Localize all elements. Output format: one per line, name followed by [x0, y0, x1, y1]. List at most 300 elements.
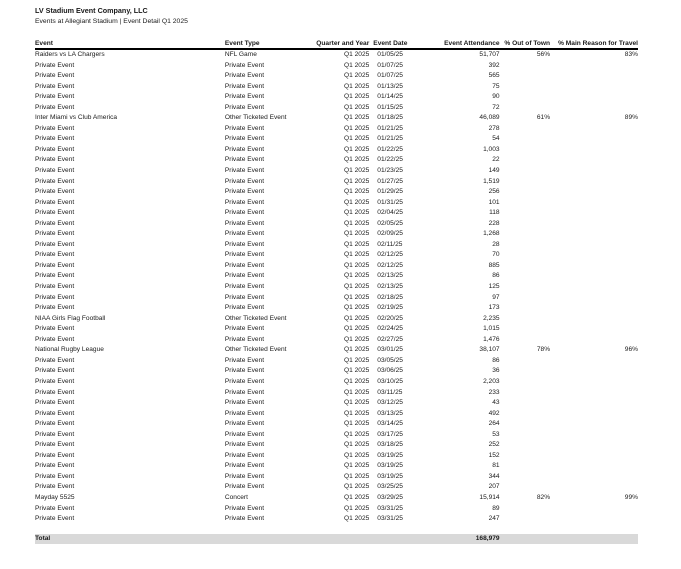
cell-event-date: 01/21/25	[377, 135, 403, 143]
cell-attendance: 278	[488, 124, 500, 132]
cell-event-date: 01/14/25	[377, 93, 403, 101]
cell-out-of-town	[500, 187, 551, 198]
cell-out-of-town	[500, 293, 551, 304]
cell-main-reason	[550, 356, 638, 367]
cell-quarter-year: Q1 2025	[344, 251, 370, 259]
cell-event: Private Event	[35, 272, 75, 280]
cell-attendance: 149	[488, 167, 500, 175]
table-row	[35, 388, 638, 399]
cell-attendance: 15,914	[479, 493, 500, 501]
cell-event-type: Private Event	[224, 135, 265, 143]
cell-event-type: Private Event	[224, 356, 265, 364]
cell-quarter-year: Q1 2025	[344, 377, 370, 385]
cell-event-type: Private Event	[224, 325, 265, 333]
cell-quarter-year: Q1 2025	[344, 230, 370, 238]
cell-event: Private Event	[35, 198, 75, 206]
table-row	[35, 451, 638, 462]
cell-quarter-year: Q1 2025	[344, 240, 370, 248]
cell-event: Private Event	[35, 356, 75, 364]
cell-event-date: 03/19/25	[377, 472, 403, 480]
cell-main-reason: 99%	[624, 493, 638, 501]
total-label: Total	[35, 534, 225, 544]
cell-event-date: 02/09/25	[377, 230, 403, 238]
cell-attendance: 101	[488, 198, 500, 206]
cell-event-date: 03/11/25	[377, 388, 403, 396]
cell-event-date: 01/15/25	[377, 103, 403, 111]
cell-event-type: Private Event	[224, 420, 265, 428]
cell-event-date: 03/18/25	[377, 441, 403, 449]
table-header-row	[35, 39, 638, 49]
cell-main-reason	[550, 504, 638, 515]
cell-main-reason	[550, 61, 638, 72]
cell-event-date: 03/05/25	[377, 356, 403, 364]
spacer-row	[35, 525, 638, 534]
table-row	[35, 71, 638, 82]
cell-event-date: 02/27/25	[377, 335, 403, 343]
cell-out-of-town	[500, 419, 551, 430]
table-row	[35, 303, 638, 314]
cell-out-of-town	[500, 155, 551, 166]
cell-event: Mayday 5525	[35, 493, 75, 501]
cell-out-of-town	[500, 71, 551, 82]
table-row	[35, 514, 638, 525]
cell-quarter-year: Q1 2025	[344, 272, 370, 280]
cell-attendance: 43	[492, 399, 500, 407]
cell-attendance: 256	[488, 188, 500, 196]
cell-quarter-year: Q1 2025	[344, 61, 370, 69]
cell-quarter-year: Q1 2025	[344, 93, 370, 101]
cell-attendance: 228	[488, 219, 500, 227]
cell-attendance: 36	[492, 367, 500, 375]
cell-out-of-town	[500, 430, 551, 441]
cell-main-reason	[550, 366, 638, 377]
cell-main-reason	[550, 134, 638, 145]
cell-main-reason	[550, 430, 638, 441]
table-row	[35, 208, 638, 219]
cell-event-type: Private Event	[224, 251, 265, 259]
cell-event-date: 01/22/25	[377, 145, 403, 153]
cell-event-date: 01/27/25	[377, 177, 403, 185]
cell-event-date: 01/22/25	[377, 156, 403, 164]
cell-main-reason	[550, 92, 638, 103]
cell-quarter-year: Q1 2025	[344, 356, 370, 364]
cell-quarter-year: Q1 2025	[344, 483, 370, 491]
cell-out-of-town	[500, 398, 551, 409]
cell-event-date: 03/06/25	[377, 367, 403, 375]
cell-event: Private Event	[35, 124, 75, 132]
cell-out-of-town	[500, 208, 551, 219]
cell-out-of-town	[500, 282, 551, 293]
table-row	[35, 430, 638, 441]
cell-out-of-town	[500, 134, 551, 145]
cell-event-type: Private Event	[224, 93, 265, 101]
cell-attendance: 38,107	[479, 346, 500, 354]
cell-quarter-year: Q1 2025	[344, 198, 370, 206]
cell-event-date: 01/29/25	[377, 188, 403, 196]
cell-event-date: 02/11/25	[377, 240, 403, 248]
cell-event-date: 02/12/25	[377, 261, 403, 269]
cell-main-reason	[550, 461, 638, 472]
cell-main-reason	[550, 398, 638, 409]
cell-quarter-year: Q1 2025	[344, 167, 370, 175]
cell-attendance: 264	[488, 420, 500, 428]
cell-event-date: 03/14/25	[377, 420, 403, 428]
cell-event-type: Other Ticketed Event	[224, 346, 287, 354]
table-row	[35, 419, 638, 430]
cell-event: Inter Miami vs Club America	[35, 114, 118, 122]
column-header-main-reason: % Main Reason for Travel	[550, 39, 638, 49]
cell-out-of-town	[500, 103, 551, 114]
cell-out-of-town	[500, 261, 551, 272]
cell-event: Private Event	[35, 145, 75, 153]
table-row	[35, 482, 638, 493]
cell-attendance: 492	[488, 409, 500, 417]
cell-event-type: Private Event	[224, 177, 265, 185]
cell-main-reason	[550, 271, 638, 282]
cell-quarter-year: Q1 2025	[344, 515, 370, 523]
cell-event: NIAA Girls Flag Football	[35, 314, 106, 322]
cell-event: Raiders vs LA Chargers	[35, 51, 105, 58]
cell-event: Private Event	[35, 209, 75, 217]
table-row	[35, 409, 638, 420]
cell-attendance: 2,203	[483, 377, 500, 385]
cell-event-type: Other Ticketed Event	[224, 314, 287, 322]
cell-event: Private Event	[35, 515, 75, 523]
cell-event-type: Private Event	[224, 283, 265, 291]
cell-out-of-town	[500, 92, 551, 103]
cell-attendance: 86	[492, 272, 500, 280]
table-row	[35, 398, 638, 409]
cell-attendance: 565	[488, 72, 500, 80]
cell-event: Private Event	[35, 61, 75, 69]
cell-attendance: 207	[488, 483, 500, 491]
table-row	[35, 49, 638, 61]
cell-main-reason	[550, 482, 638, 493]
table-row	[35, 335, 638, 346]
cell-event: National Rugby League	[35, 346, 104, 354]
cell-attendance: 97	[492, 293, 500, 301]
cell-out-of-town	[500, 124, 551, 135]
cell-attendance: 125	[488, 283, 500, 291]
cell-event-type: Private Event	[224, 82, 265, 90]
table-row	[35, 240, 638, 251]
cell-quarter-year: Q1 2025	[344, 367, 370, 375]
table-row	[35, 440, 638, 451]
cell-main-reason	[550, 377, 638, 388]
cell-out-of-town	[500, 303, 551, 314]
cell-quarter-year: Q1 2025	[344, 451, 370, 459]
cell-quarter-year: Q1 2025	[344, 103, 370, 111]
cell-event-type: Private Event	[224, 188, 265, 196]
cell-main-reason: 96%	[624, 346, 638, 354]
cell-attendance: 1,268	[483, 230, 500, 238]
cell-quarter-year: Q1 2025	[344, 72, 370, 80]
cell-quarter-year: Q1 2025	[344, 156, 370, 164]
cell-event-date: 03/17/25	[377, 430, 403, 438]
cell-main-reason	[550, 198, 638, 209]
cell-event: Private Event	[35, 293, 75, 301]
table-row	[35, 293, 638, 304]
cell-quarter-year: Q1 2025	[344, 420, 370, 428]
table-row	[35, 145, 638, 156]
cell-event-type: Other Ticketed Event	[224, 114, 287, 122]
cell-out-of-town	[500, 335, 551, 346]
table-row	[35, 103, 638, 114]
cell-out-of-town	[500, 61, 551, 72]
cell-attendance: 1,003	[483, 145, 500, 153]
cell-event-type: NFL Game	[224, 51, 257, 58]
cell-event: Private Event	[35, 409, 75, 417]
table-row	[35, 166, 638, 177]
cell-event-date: 01/21/25	[377, 124, 403, 132]
cell-out-of-town	[500, 198, 551, 209]
cell-attendance: 81	[492, 462, 500, 470]
cell-quarter-year: Q1 2025	[344, 283, 370, 291]
cell-attendance: 252	[488, 441, 500, 449]
table-row	[35, 377, 638, 388]
cell-event-type: Private Event	[224, 451, 265, 459]
table-row	[35, 261, 638, 272]
cell-event: Private Event	[35, 156, 75, 164]
cell-event-date: 03/31/25	[377, 515, 403, 523]
cell-main-reason	[550, 166, 638, 177]
cell-main-reason	[550, 240, 638, 251]
cell-event: Private Event	[35, 167, 75, 175]
cell-event: Private Event	[35, 230, 75, 238]
cell-event-type: Private Event	[224, 504, 265, 512]
cell-event: Private Event	[35, 441, 75, 449]
cell-attendance: 54	[492, 135, 500, 143]
cell-out-of-town: 78%	[536, 346, 551, 354]
cell-main-reason	[550, 282, 638, 293]
cell-event-type: Private Event	[224, 293, 265, 301]
table-row	[35, 82, 638, 93]
cell-quarter-year: Q1 2025	[344, 504, 370, 512]
cell-event-date: 01/07/25	[377, 72, 403, 80]
cell-event-date: 01/18/25	[377, 114, 403, 122]
cell-main-reason	[550, 303, 638, 314]
cell-event-date: 01/31/25	[377, 198, 403, 206]
cell-attendance: 89	[492, 504, 500, 512]
cell-event: Private Event	[35, 93, 75, 101]
cell-event-date: 02/20/25	[377, 314, 403, 322]
cell-event-date: 02/04/25	[377, 209, 403, 217]
cell-out-of-town	[500, 324, 551, 335]
table-row	[35, 504, 638, 515]
cell-out-of-town	[500, 82, 551, 93]
cell-attendance: 885	[488, 261, 500, 269]
cell-quarter-year: Q1 2025	[344, 399, 370, 407]
cell-quarter-year: Q1 2025	[344, 82, 370, 90]
cell-attendance: 70	[492, 251, 500, 259]
cell-quarter-year: Q1 2025	[344, 135, 370, 143]
cell-attendance: 173	[488, 304, 500, 312]
cell-event-type: Private Event	[224, 72, 265, 80]
cell-attendance: 233	[488, 388, 500, 396]
cell-event-date: 03/29/25	[377, 493, 403, 501]
cell-event-date: 03/19/25	[377, 462, 403, 470]
cell-event: Private Event	[35, 399, 75, 407]
table-row	[35, 177, 638, 188]
cell-out-of-town	[500, 229, 551, 240]
cell-event: Private Event	[35, 103, 75, 111]
cell-event: Private Event	[35, 388, 75, 396]
cell-out-of-town	[500, 356, 551, 367]
cell-event-type: Private Event	[224, 388, 265, 396]
cell-attendance: 51,707	[479, 51, 500, 58]
table-row	[35, 282, 638, 293]
cell-event-date: 02/12/25	[377, 251, 403, 259]
table-row	[35, 155, 638, 166]
column-header-event-type: Event Type	[225, 39, 304, 49]
cell-event: Private Event	[35, 177, 75, 185]
cell-attendance: 1,519	[483, 177, 500, 185]
cell-quarter-year: Q1 2025	[344, 145, 370, 153]
cell-event-date: 03/01/25	[377, 346, 403, 354]
cell-event-type: Private Event	[224, 483, 265, 491]
cell-event: Private Event	[35, 377, 75, 385]
cell-event-date: 03/13/25	[377, 409, 403, 417]
cell-event-date: 02/19/25	[377, 304, 403, 312]
table-row	[35, 92, 638, 103]
table-row	[35, 314, 638, 325]
table-row	[35, 61, 638, 72]
cell-quarter-year: Q1 2025	[344, 441, 370, 449]
table-row	[35, 134, 638, 145]
cell-event-type: Private Event	[224, 156, 265, 164]
cell-event-date: 03/10/25	[377, 377, 403, 385]
column-header-event-date: Event Date	[369, 39, 424, 49]
cell-out-of-town	[500, 250, 551, 261]
cell-event: Private Event	[35, 462, 75, 470]
cell-attendance: 28	[492, 240, 500, 248]
cell-out-of-town	[500, 314, 551, 325]
cell-attendance: 75	[492, 82, 500, 90]
cell-out-of-town	[500, 504, 551, 515]
cell-quarter-year: Q1 2025	[344, 219, 370, 227]
table-row	[35, 113, 638, 124]
cell-event-date: 01/23/25	[377, 167, 403, 175]
cell-event-type: Private Event	[224, 399, 265, 407]
cell-event: Private Event	[35, 135, 75, 143]
table-row	[35, 472, 638, 483]
cell-out-of-town	[500, 482, 551, 493]
cell-main-reason: 83%	[624, 51, 638, 58]
cell-event-type: Private Event	[224, 261, 265, 269]
cell-main-reason	[550, 71, 638, 82]
cell-quarter-year: Q1 2025	[344, 177, 370, 185]
cell-main-reason	[550, 324, 638, 335]
cell-event: Private Event	[35, 420, 75, 428]
cell-quarter-year: Q1 2025	[344, 325, 370, 333]
table-body	[35, 49, 638, 525]
cell-event-type: Private Event	[224, 304, 265, 312]
cell-event: Private Event	[35, 451, 75, 459]
cell-main-reason	[550, 208, 638, 219]
cell-out-of-town: 56%	[536, 51, 551, 58]
cell-main-reason	[550, 187, 638, 198]
cell-event-date: 02/13/25	[377, 272, 403, 280]
cell-attendance: 72	[492, 103, 500, 111]
cell-quarter-year: Q1 2025	[344, 346, 370, 354]
cell-event-type: Private Event	[224, 209, 265, 217]
table-row	[35, 198, 638, 209]
column-header-out-of-town: % Out of Town	[500, 39, 551, 49]
cell-event-type: Private Event	[224, 61, 265, 69]
cell-out-of-town	[500, 461, 551, 472]
cell-event: Private Event	[35, 219, 75, 227]
cell-out-of-town	[500, 514, 551, 525]
cell-out-of-town: 61%	[536, 114, 551, 122]
cell-event-type: Private Event	[224, 240, 265, 248]
cell-event-date: 03/25/25	[377, 483, 403, 491]
cell-event-date: 01/07/25	[377, 61, 403, 69]
cell-event-date: 03/12/25	[377, 399, 403, 407]
cell-quarter-year: Q1 2025	[344, 430, 370, 438]
cell-event: Private Event	[35, 261, 75, 269]
total-row	[35, 534, 638, 544]
cell-event-date: 02/13/25	[377, 283, 403, 291]
cell-quarter-year: Q1 2025	[344, 314, 370, 322]
cell-event-date: 03/19/25	[377, 451, 403, 459]
cell-event-type: Private Event	[224, 124, 265, 132]
cell-event: Private Event	[35, 472, 75, 480]
cell-main-reason	[550, 293, 638, 304]
cell-event-date: 02/05/25	[377, 219, 403, 227]
table-row	[35, 187, 638, 198]
cell-attendance: 86	[492, 356, 500, 364]
cell-main-reason	[550, 250, 638, 261]
table-row	[35, 250, 638, 261]
cell-main-reason	[550, 314, 638, 325]
cell-event-type: Private Event	[224, 103, 265, 111]
cell-main-reason	[550, 155, 638, 166]
cell-attendance: 1,015	[483, 325, 500, 333]
table-row	[35, 271, 638, 282]
cell-main-reason	[550, 472, 638, 483]
cell-out-of-town	[500, 177, 551, 188]
cell-event: Private Event	[35, 82, 75, 90]
cell-event-date: 01/13/25	[377, 82, 403, 90]
cell-event-type: Private Event	[224, 367, 265, 375]
cell-main-reason	[550, 219, 638, 230]
cell-attendance: 118	[489, 209, 500, 217]
table-row	[35, 366, 638, 377]
cell-main-reason	[550, 419, 638, 430]
table-row	[35, 345, 638, 356]
cell-event: Private Event	[35, 304, 75, 312]
cell-out-of-town	[500, 377, 551, 388]
cell-out-of-town	[500, 440, 551, 451]
cell-quarter-year: Q1 2025	[344, 335, 370, 343]
cell-attendance: 90	[492, 93, 500, 101]
cell-event-type: Private Event	[224, 230, 265, 238]
cell-quarter-year: Q1 2025	[344, 188, 370, 196]
cell-main-reason	[550, 440, 638, 451]
cell-event-date: 03/31/25	[377, 504, 403, 512]
cell-quarter-year: Q1 2025	[344, 51, 370, 58]
cell-quarter-year: Q1 2025	[344, 462, 370, 470]
cell-attendance: 1,476	[483, 335, 500, 343]
cell-attendance: 22	[492, 156, 500, 164]
cell-event-type: Private Event	[224, 145, 265, 153]
cell-event-date: 02/18/25	[377, 293, 403, 301]
cell-event-type: Private Event	[224, 272, 265, 280]
total-attendance: 168,979	[424, 534, 500, 544]
cell-main-reason	[550, 103, 638, 114]
cell-attendance: 152	[488, 451, 500, 459]
cell-out-of-town	[500, 240, 551, 251]
